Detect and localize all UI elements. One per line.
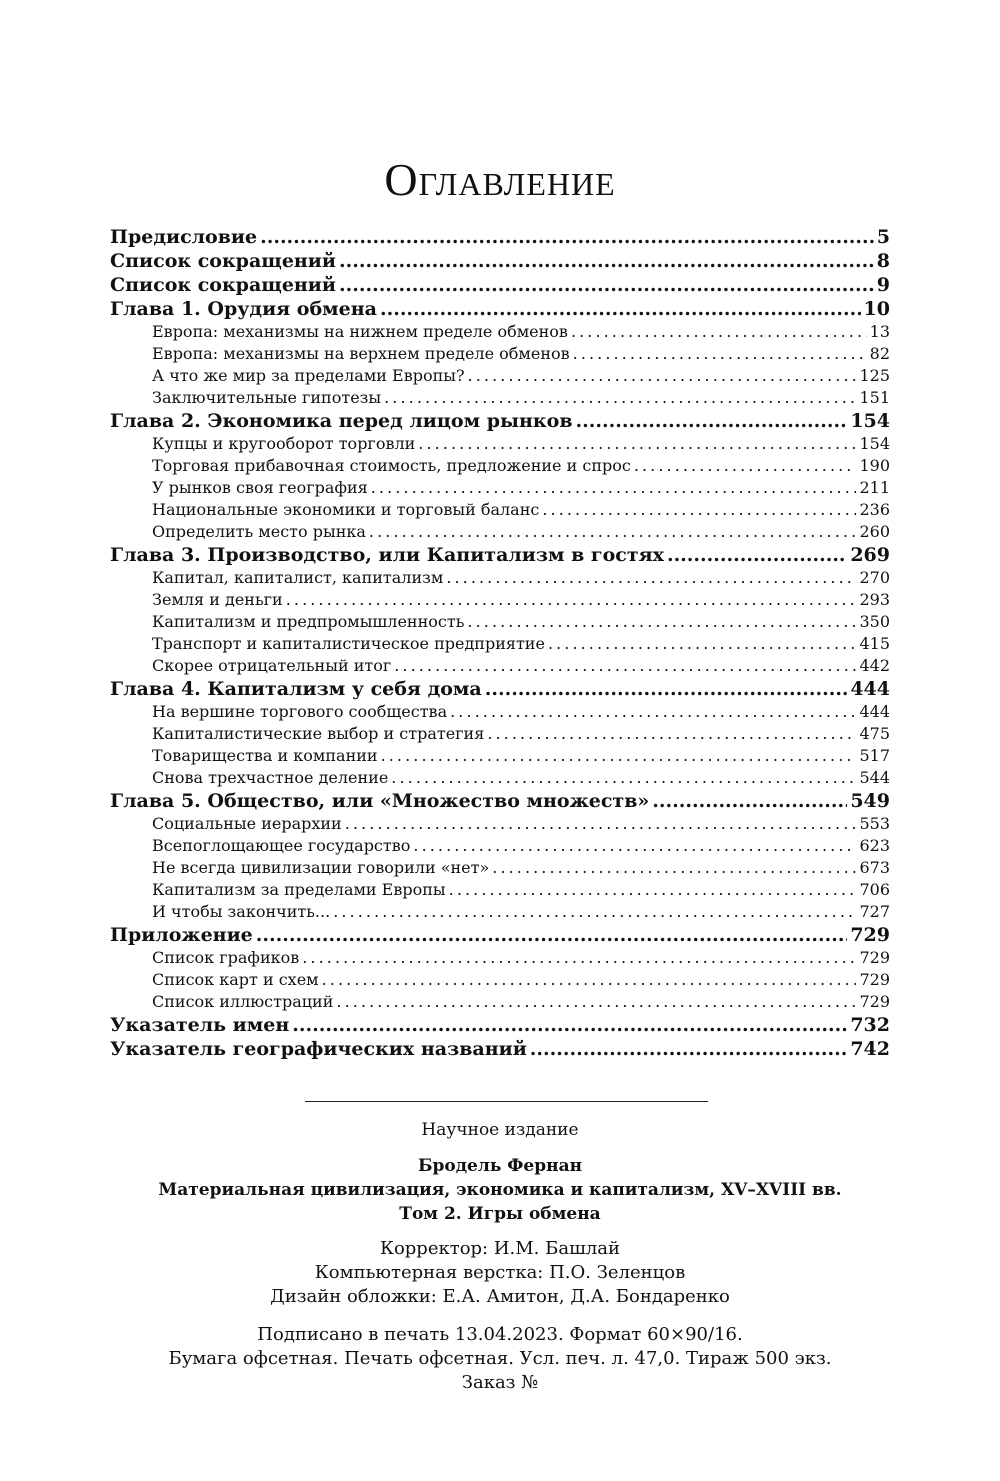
toc-entry-label: Европа: механизмы на нижнем пределе обменов <box>152 322 568 341</box>
print-info-line: Подписано в печать 13.04.2023. Формат 60×90/16. <box>257 1324 743 1345</box>
toc-dot-leader <box>485 677 848 701</box>
print-info <box>0 1323 1000 1395</box>
toc-entry-page-number: 729 <box>859 992 890 1011</box>
toc-entry-label: Торговая прибавочная стоимость, предложение и спрос <box>152 456 631 475</box>
credit-layout: Компьютерная верстка: П.О. Зеленцов <box>314 1262 686 1283</box>
toc-entry-page-number: 10 <box>863 298 890 320</box>
toc-subsection-entry <box>110 813 890 835</box>
toc-subsection-entry <box>110 969 890 991</box>
toc-dot-leader <box>530 1037 848 1061</box>
toc-subsection-entry <box>110 947 890 969</box>
toc-entry-label: Глава 2. Экономика перед лицом рынков <box>110 410 573 432</box>
toc-entry-page-number: 154 <box>850 410 890 432</box>
toc-entry-page-number: 549 <box>850 790 890 812</box>
toc-dot-leader <box>333 901 856 923</box>
toc-entry-label: Заключительные гипотезы <box>152 388 382 407</box>
toc-entry-label: Социальные иерархии <box>152 814 342 833</box>
toc-dot-leader <box>394 655 856 677</box>
toc-dot-leader <box>336 991 856 1013</box>
toc-entry-label: Указатель имен <box>110 1014 290 1036</box>
toc-entry-label: Снова трехчастное деление <box>152 768 389 787</box>
toc-subsection-entry <box>110 611 890 633</box>
toc-subsection-entry <box>110 879 890 901</box>
toc-dot-leader <box>380 297 861 321</box>
toc-subsection-entry <box>110 745 890 767</box>
toc-entry-page-number: 475 <box>859 724 890 743</box>
toc-dot-leader <box>542 499 856 521</box>
toc-dot-leader <box>369 521 857 543</box>
edition-type: Научное издание <box>421 1120 579 1140</box>
toc-entry-label: Список карт и схем <box>152 970 319 989</box>
toc-section-entry <box>110 249 890 273</box>
toc-dot-leader <box>322 969 857 991</box>
toc-entry-page-number: 125 <box>859 366 890 385</box>
toc-section-entry <box>110 677 890 701</box>
credits <box>0 1237 1000 1309</box>
book-author: Бродель Фернан <box>417 1156 583 1176</box>
toc-entry-label: Всепоглощающее государство <box>152 836 411 855</box>
toc-entry-label: На вершине торгового сообщества <box>152 702 448 721</box>
toc-entry-page-number: 211 <box>859 478 890 497</box>
toc-entry-page-number: 13 <box>869 322 890 341</box>
toc-entry-label: Глава 1. Орудия обмена <box>110 298 377 320</box>
toc-dot-leader <box>652 789 847 813</box>
toc-entry-page-number: 350 <box>859 612 890 631</box>
toc-dot-leader <box>286 589 857 611</box>
toc-section-entry <box>110 1037 890 1061</box>
toc-dot-leader <box>339 273 874 297</box>
toc-entry-label: Купцы и кругооборот торговли <box>152 434 416 453</box>
toc-entry-label: Предисловие <box>110 226 258 248</box>
toc-subsection-entry <box>110 521 890 543</box>
toc-dot-leader <box>345 813 857 835</box>
toc-dot-leader <box>292 1013 847 1037</box>
toc-entry-label: Список графиков <box>152 948 300 967</box>
toc-entry-label: Капиталистические выбор и стратегия <box>152 724 485 743</box>
toc-dot-leader <box>492 857 856 879</box>
toc-entry-label: Список иллюстраций <box>152 992 334 1011</box>
toc-entry-label: Транспорт и капиталистическое предприятие <box>152 634 545 653</box>
toc-subsection-entry <box>110 321 890 343</box>
toc-entry-label: Список сокращений <box>110 274 336 296</box>
toc-subsection-entry <box>110 723 890 745</box>
toc-entry-page-number: 293 <box>859 590 890 609</box>
toc-entry-page-number: 729 <box>850 924 890 946</box>
toc-subsection-entry <box>110 655 890 677</box>
toc-dot-leader <box>573 343 867 365</box>
toc-entry-page-number: 415 <box>859 634 890 653</box>
toc-dot-leader <box>413 835 856 857</box>
toc-entry-page-number: 729 <box>859 970 890 989</box>
toc-entry-page-number: 444 <box>859 702 890 721</box>
toc-dot-leader <box>391 767 856 789</box>
toc-entry-page-number: 8 <box>876 250 890 272</box>
toc-dot-leader <box>667 543 847 567</box>
toc-entry-page-number: 442 <box>859 656 890 675</box>
toc-section-entry <box>110 1013 890 1037</box>
toc-entry-page-number: 260 <box>859 522 890 541</box>
toc-entry-label: Глава 4. Капитализм у себя дома <box>110 678 482 700</box>
toc-dot-leader <box>418 433 856 455</box>
toc-subsection-entry <box>110 589 890 611</box>
toc-entry-page-number: 154 <box>859 434 890 453</box>
toc-entry-page-number: 5 <box>876 226 890 248</box>
toc-entry-label: Скорее отрицательный итог <box>152 656 392 675</box>
toc-entry-page-number: 151 <box>859 388 890 407</box>
toc-entry-page-number: 9 <box>876 274 890 296</box>
toc-entry-page-number: 236 <box>859 500 890 519</box>
toc-dot-leader <box>302 947 856 969</box>
toc-entry-page-number: 623 <box>859 836 890 855</box>
toc-dot-leader <box>381 745 857 767</box>
print-info-line: Бумага офсетная. Печать офсетная. Усл. печ. л. 47,0. Тираж 500 экз. <box>168 1348 832 1369</box>
toc-section-entry <box>110 923 890 947</box>
toc-entry-page-number: 742 <box>850 1038 890 1060</box>
toc-subsection-entry <box>110 433 890 455</box>
page-title: Оглавление <box>384 154 616 205</box>
toc-entry-page-number: 270 <box>859 568 890 587</box>
toc-entry-page-number: 729 <box>859 948 890 967</box>
toc-subsection-entry <box>110 857 890 879</box>
toc-dot-leader <box>256 923 848 947</box>
toc-entry-page-number: 673 <box>859 858 890 877</box>
book-volume: Том 2. Игры обмена <box>399 1204 601 1224</box>
divider <box>305 1101 708 1102</box>
toc-subsection-entry <box>110 567 890 589</box>
toc-entry-label: У рынков своя география <box>152 478 368 497</box>
toc-section-entry <box>110 297 890 321</box>
toc-entry-label: Капитализм за пределами Европы <box>152 880 446 899</box>
toc-dot-leader <box>548 633 857 655</box>
toc-section-entry <box>110 409 890 433</box>
toc-entry-label: Глава 3. Производство, или Капитализм в гостях <box>110 544 664 566</box>
toc-dot-leader <box>339 249 874 273</box>
toc-subsection-entry <box>110 633 890 655</box>
credit-proofreader: Корректор: И.М. Башлай <box>380 1238 620 1259</box>
toc-entry-page-number: 732 <box>850 1014 890 1036</box>
toc-entry-page-number: 517 <box>859 746 890 765</box>
toc-dot-leader <box>576 409 848 433</box>
toc-dot-leader <box>450 701 856 723</box>
toc-entry-page-number: 190 <box>859 456 890 475</box>
toc-entry-label: Указатель географических названий <box>110 1038 527 1060</box>
toc-entry-page-number: 727 <box>859 902 890 921</box>
toc-subsection-entry <box>110 343 890 365</box>
toc-entry-label: А что же мир за пределами Европы? <box>152 366 465 385</box>
toc-subsection-entry <box>110 901 890 923</box>
toc-entry-page-number: 444 <box>850 678 890 700</box>
toc-section-entry <box>110 789 890 813</box>
toc-entry-page-number: 82 <box>869 344 890 363</box>
toc-subsection-entry <box>110 835 890 857</box>
toc-section-entry <box>110 273 890 297</box>
print-info-line: Заказ № <box>461 1372 539 1393</box>
toc-dot-leader <box>634 455 857 477</box>
toc-entry-label: Европа: механизмы на верхнем пределе обменов <box>152 344 570 363</box>
toc-dot-leader <box>571 321 867 343</box>
toc-dot-leader <box>449 879 857 901</box>
toc-subsection-entry <box>110 455 890 477</box>
toc-section-entry <box>110 225 890 249</box>
toc-entry-label: Определить место рынка <box>152 522 366 541</box>
toc-entry-label: Национальные экономики и торговый баланс <box>152 500 540 519</box>
toc-entry-label: И чтобы закончить... <box>152 902 331 921</box>
table-of-contents <box>110 225 890 1061</box>
toc-dot-leader <box>371 477 857 499</box>
toc-dot-leader <box>487 723 856 745</box>
toc-dot-leader <box>468 365 857 387</box>
toc-entry-label: Капитал, капиталист, капитализм <box>152 568 444 587</box>
toc-entry-page-number: 269 <box>850 544 890 566</box>
toc-entry-label: Земля и деньги <box>152 590 283 609</box>
toc-entry-label: Капитализм и предпромышленность <box>152 612 465 631</box>
toc-entry-label: Не всегда цивилизации говорили «нет» <box>152 858 490 877</box>
toc-subsection-entry <box>110 701 890 723</box>
toc-entry-label: Глава 5. Общество, или «Множество множеств» <box>110 790 650 812</box>
toc-entry-label: Приложение <box>110 924 253 946</box>
credit-cover-design: Дизайн обложки: Е.А. Амитон, Д.А. Бондаренко <box>270 1286 730 1307</box>
toc-entry-page-number: 706 <box>859 880 890 899</box>
toc-dot-leader <box>446 567 856 589</box>
toc-entry-label: Товарищества и компании <box>152 746 378 765</box>
book-title: Материальная цивилизация, экономика и капитализм, XV–XVIII вв. <box>158 1180 842 1200</box>
toc-dot-leader <box>384 387 856 409</box>
toc-subsection-entry <box>110 365 890 387</box>
toc-section-entry <box>110 543 890 567</box>
toc-entry-page-number: 544 <box>859 768 890 787</box>
toc-entry-page-number: 553 <box>859 814 890 833</box>
toc-entry-label: Список сокращений <box>110 250 336 272</box>
toc-subsection-entry <box>110 499 890 521</box>
toc-dot-leader <box>260 225 874 249</box>
toc-dot-leader <box>467 611 856 633</box>
toc-subsection-entry <box>110 767 890 789</box>
toc-subsection-entry <box>110 477 890 499</box>
toc-subsection-entry <box>110 387 890 409</box>
toc-subsection-entry <box>110 991 890 1013</box>
